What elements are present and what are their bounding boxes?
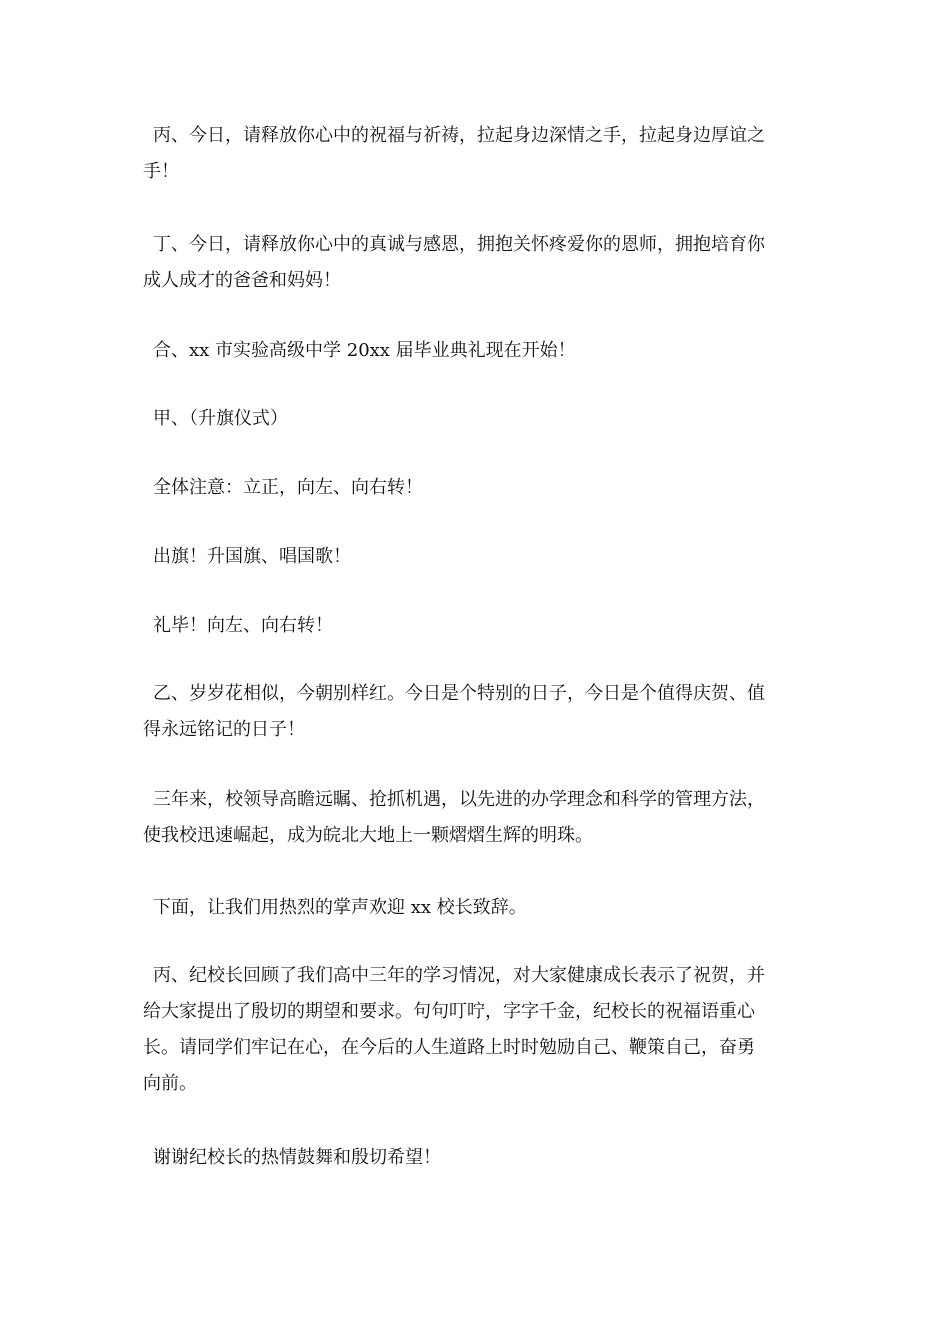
paragraph-line: 得永远铭记的日子！ — [143, 719, 305, 740]
paragraph-line: 手！ — [143, 161, 179, 182]
paragraph-line: 使我校迅速崛起，成为皖北大地上一颗熠熠生辉的明珠。 — [143, 825, 593, 846]
paragraph-line: 合、xx 市实验高级中学 20xx 届毕业典礼现在开始！ — [153, 340, 576, 361]
paragraph-3 — [143, 333, 811, 369]
paragraph-11 — [143, 958, 811, 1102]
paragraph-9 — [143, 782, 811, 854]
paragraph-line: 丙、今日，请释放你心中的祝福与祈祷，拉起身边深情之手，拉起身边厚谊之 — [153, 125, 765, 146]
paragraph-line: 三年来，校领导高瞻远瞩、抢抓机遇，以先进的办学理念和科学的管理方法， — [153, 789, 765, 810]
paragraph-10 — [143, 890, 811, 926]
paragraph-line: 礼毕！向左、向右转！ — [153, 615, 333, 636]
paragraph-line: 丙、纪校长回顾了我们高中三年的学习情况，对大家健康成长表示了祝贺，并 — [153, 965, 765, 986]
paragraph-line: 长。请同学们牢记在心，在今后的人生道路上时时勉励自己、鞭策自己，奋勇 — [143, 1037, 755, 1058]
paragraph-line: 出旗！升国旗、唱国歌！ — [153, 546, 351, 567]
paragraph-8 — [143, 676, 811, 748]
paragraph-line: 下面，让我们用热烈的掌声欢迎 xx 校长致辞。 — [153, 897, 527, 918]
paragraph-line: 甲、（升旗仪式） — [153, 408, 288, 429]
paragraph-line: 乙、岁岁花相似，今朝别样红。今日是个特别的日子，今日是个值得庆贺、值 — [153, 683, 765, 704]
paragraph-line: 全体注意：立正，向左、向右转！ — [153, 477, 423, 498]
paragraph-line: 丁、今日，请释放你心中的真诚与感恩，拥抱关怀疼爱你的恩师，拥抱培育你 — [153, 234, 765, 255]
paragraph-6 — [143, 539, 811, 575]
paragraph-7 — [143, 608, 811, 644]
paragraph-line: 谢谢纪校长的热情鼓舞和殷切希望！ — [153, 1147, 441, 1168]
paragraph-4 — [143, 401, 811, 437]
paragraph-line: 给大家提出了殷切的期望和要求。句句叮咛，字字千金，纪校长的祝福语重心 — [143, 1001, 755, 1022]
paragraph-1 — [143, 118, 811, 190]
paragraph-12 — [143, 1140, 811, 1176]
paragraph-2 — [143, 227, 811, 299]
paragraph-line: 成人成才的爸爸和妈妈！ — [143, 270, 341, 291]
paragraph-line: 向前。 — [143, 1073, 197, 1094]
paragraph-5 — [143, 470, 811, 506]
